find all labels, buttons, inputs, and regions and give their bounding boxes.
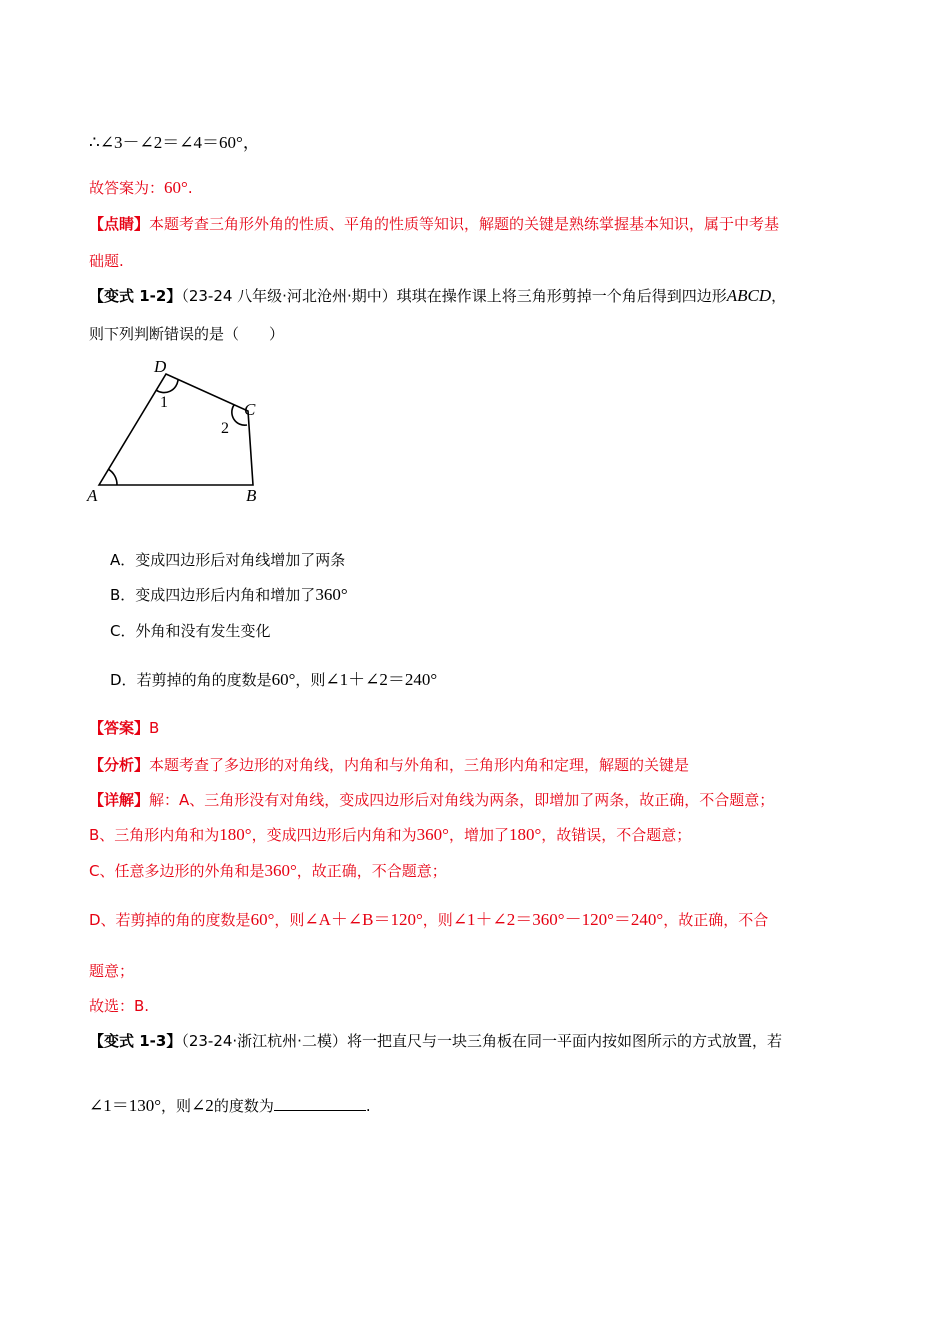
detail-d-math-2: ∠A＋∠B＝120° — [304, 910, 423, 929]
problem-1-3-math-2: ∠2 — [191, 1096, 214, 1115]
problem-1-3-question — [89, 1094, 371, 1117]
problem-1-3-stem — [89, 1030, 782, 1052]
vertex-a: A — [87, 486, 98, 505]
problem-1-3-source: （23-24·浙江杭州·二模） — [181, 1032, 347, 1050]
answer-value: 60° — [164, 178, 188, 197]
detail-line-c — [89, 860, 447, 882]
detail-d-1: D、若剪掉的角的度数是 — [89, 911, 251, 929]
option-d — [110, 669, 437, 691]
problem-1-2-source: （23-24 八年级·河北沧州·期中） — [181, 287, 397, 305]
option-d-text: 若剪掉的角的度数是 — [136, 671, 272, 689]
option-d-math-b: ∠1＋∠2＝240° — [325, 670, 438, 689]
detail-d-math-1: 60° — [250, 910, 275, 929]
problem-1-2-question: 则下列判断错误的是（ ） — [89, 325, 285, 343]
analysis-tag: 【分析】 — [89, 756, 150, 774]
answer-line — [89, 717, 159, 739]
detail-a-text: 解：A、三角形没有对角线，变成四边形后对角线为两条，即增加了两条，故正确，不合题意； — [149, 791, 775, 809]
detail-d-3: ，则 — [422, 911, 453, 929]
answer-tag: 【答案】 — [89, 719, 150, 737]
quadrilateral-figure — [84, 356, 284, 512]
review-text-1: 本题考查三角形外角的性质、平角的性质等知识，解题的关键是熟练掌握基本知识，属于中考基 — [149, 215, 780, 233]
problem-1-3-stem-2: ，则 — [161, 1097, 192, 1115]
detail-c-math: 360° — [264, 861, 297, 880]
option-a-text: 变成四边形后对角线增加了两条 — [135, 551, 346, 569]
answer-text: B — [149, 719, 160, 737]
detail-line-b — [89, 824, 691, 846]
answer-blank[interactable] — [274, 1094, 366, 1111]
option-d-math: 60° — [271, 670, 296, 689]
option-b — [110, 584, 348, 606]
option-d-text-b: ，则 — [295, 671, 326, 689]
vertex-b: B — [246, 486, 257, 505]
review-tag: 【点睛】 — [89, 215, 150, 233]
option-c — [110, 620, 271, 642]
review-line-1 — [89, 213, 779, 235]
detail-c-2: ，故正确，不合题意； — [296, 862, 447, 880]
problem-1-3-stem-text: 将一把直尺与一块三角板在同一平面内按如图所示的方式放置，若 — [346, 1032, 782, 1050]
detail-b-4: ，故错误，不合题意； — [541, 826, 692, 844]
detail-b-math-3: 180° — [508, 825, 542, 844]
detail-b-3: ，增加了 — [448, 826, 509, 844]
problem-1-2-tag: 【变式 1-2】 — [89, 287, 182, 305]
conclusion-line: ∴∠3－∠2＝∠4＝60°， — [89, 133, 260, 152]
vertex-c: C — [244, 400, 256, 419]
problem-1-2-stem — [89, 285, 786, 307]
analysis-text: 本题考查了多边形的对角线，内角和与外角和，三角形内角和定理，解题的关键是 — [149, 756, 690, 774]
answer-conclusion — [89, 177, 193, 199]
detail-b-math-2: 360° — [416, 825, 449, 844]
option-c-label: C． — [110, 622, 136, 640]
problem-1-3-math: ∠1＝130° — [89, 1096, 162, 1115]
option-a — [110, 549, 345, 571]
review-line-2: 础题. — [89, 252, 124, 270]
answer-label: 故答案为： — [89, 179, 165, 197]
option-a-label: A． — [110, 551, 136, 569]
option-b-label: B． — [110, 586, 136, 604]
problem-1-3-end: . — [365, 1097, 371, 1115]
answer-end: . — [187, 179, 193, 197]
detail-d-math-3: ∠1＋∠2＝360°－120°＝240° — [452, 910, 664, 929]
detail-tag: 【详解】 — [89, 791, 150, 809]
detail-c-1: C、任意多边形的外角和是 — [89, 862, 265, 880]
problem-1-2-stem-text: 琪琪在操作课上将三角形剪掉一个角后得到四边形 — [396, 287, 727, 305]
detail-b-math-1: 180° — [219, 825, 252, 844]
detail-line-d-cont: 题意； — [89, 962, 135, 980]
angle-2-label: 2 — [221, 420, 229, 437]
angle-1-label: 1 — [160, 394, 168, 411]
option-c-text: 外角和没有发生变化 — [135, 622, 271, 640]
detail-d-2: ，则 — [274, 911, 305, 929]
option-b-math: 360° — [315, 585, 348, 604]
angle-a-arc — [108, 469, 117, 485]
option-b-text: 变成四边形后内角和增加了 — [135, 586, 316, 604]
option-d-label: D． — [110, 671, 137, 689]
problem-1-3-tag: 【变式 1-3】 — [89, 1032, 182, 1050]
analysis-line — [89, 754, 689, 776]
stem-comma: ， — [771, 287, 787, 305]
detail-d-4: ，故正确，不合 — [663, 911, 769, 929]
detail-line-a — [89, 789, 774, 811]
shape-name: ABCD — [726, 286, 772, 305]
vertex-d: D — [154, 357, 167, 376]
quad-outline — [99, 374, 253, 485]
detail-line-d — [89, 909, 768, 931]
detail-b-2: ，变成四边形后内角和为 — [251, 826, 417, 844]
problem-1-3-stem-3: 的度数为 — [213, 1097, 274, 1115]
detail-b-1: B、三角形内角和为 — [89, 826, 220, 844]
choose-line: 故选：B. — [89, 997, 150, 1015]
